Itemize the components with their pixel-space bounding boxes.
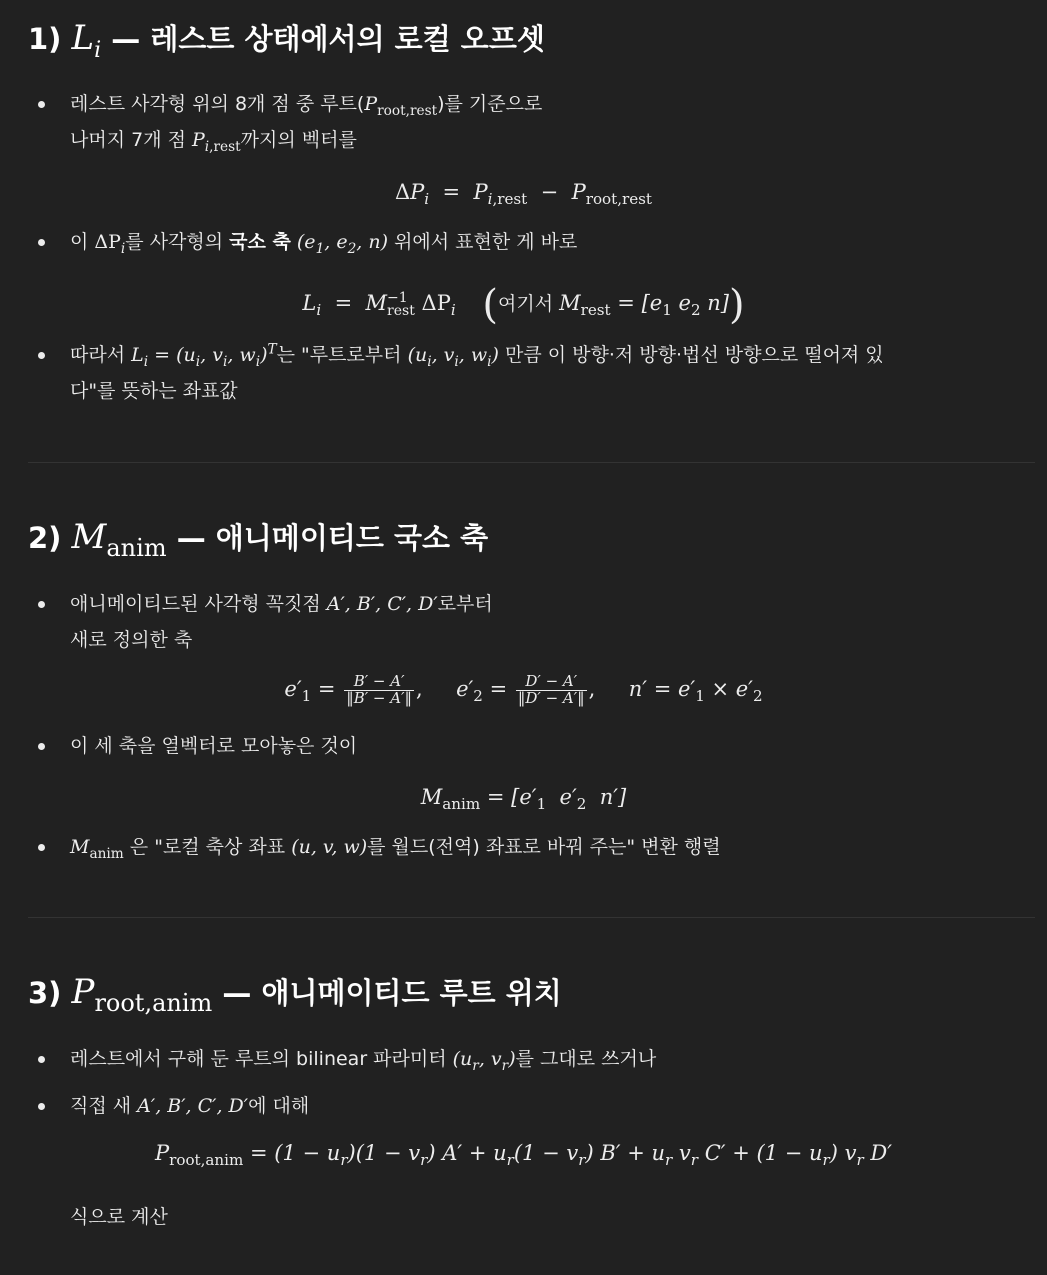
- section-number: 1): [28, 22, 62, 56]
- text: 를 그대로 쓰거나: [515, 1048, 657, 1070]
- heading-symbol: P: [71, 972, 95, 1012]
- list-item: [70, 224, 577, 260]
- text: 식으로 계산: [70, 1206, 168, 1228]
- bullet-dot: [38, 352, 45, 359]
- bullet-dot: [38, 844, 45, 851]
- math-text: ) v: [829, 1141, 857, 1165]
- math-subscript: r: [690, 1151, 699, 1170]
- bullet-dot: [38, 601, 45, 608]
- text: 여기서: [497, 293, 560, 315]
- bullet-dot: [38, 743, 45, 750]
- math-text: (e: [296, 231, 316, 253]
- math-subscript: 1: [315, 240, 325, 257]
- math-operator: =: [317, 676, 336, 701]
- list-item: [70, 829, 721, 872]
- list-item: [70, 1088, 309, 1124]
- math-subscript: i: [450, 301, 456, 320]
- fraction-e1: [344, 674, 414, 707]
- math-text: )(1 − v: [347, 1141, 421, 1165]
- fraction-e2: [516, 674, 587, 707]
- closing-text: [70, 1199, 168, 1235]
- math-text: (u: [407, 344, 428, 366]
- text: 레스트 사각형 위의 8개 점 중 루트(: [70, 93, 365, 115]
- math-subscript: i: [427, 353, 432, 370]
- math-text: = (u: [148, 344, 196, 366]
- math-text: , v: [200, 344, 223, 366]
- bullet-dot: [38, 1103, 45, 1110]
- math-subscript: r: [822, 1151, 830, 1170]
- math-text: (u, v, w): [291, 836, 368, 858]
- math-text: , v: [431, 344, 455, 366]
- section-1-heading: [28, 18, 545, 64]
- text: 다"를 뜻하는 좌표값: [70, 380, 238, 402]
- list-item-continuation: [70, 622, 192, 658]
- math-subscript: root,anim: [169, 1151, 244, 1170]
- math-subscript: i: [487, 353, 492, 370]
- math-subscript: 1: [662, 301, 672, 320]
- math-symbol: L: [302, 291, 317, 315]
- heading-symbol-sub: i: [94, 38, 102, 63]
- math-text: C′ + (1 − u: [698, 1141, 823, 1165]
- math-text: e: [671, 291, 691, 315]
- math-subscript: 2: [576, 795, 587, 814]
- equation-root-anim: [0, 1141, 1047, 1170]
- math-symbol: M: [420, 785, 443, 809]
- text: 나머지 7개 점: [70, 129, 192, 151]
- fraction-denominator: ‖D′ − A′‖: [517, 688, 585, 707]
- fraction-denominator: ‖B′ − A′‖: [346, 688, 412, 707]
- math-subscript: i: [143, 353, 149, 370]
- math-subscript: i: [487, 190, 493, 209]
- math-subscript: 2: [690, 301, 701, 320]
- math-operator: =: [489, 676, 508, 701]
- math-subscript: i: [424, 190, 430, 209]
- math-subscript: i: [316, 301, 322, 320]
- list-item: [70, 728, 357, 764]
- equation-delta-p: [0, 180, 1047, 209]
- math-symbol: M: [70, 836, 90, 858]
- text: 애니메이티드된 사각형 꼭짓점: [70, 593, 327, 615]
- math-subscript: r: [665, 1151, 673, 1170]
- heading-symbol-sub: root,anim: [94, 989, 213, 1017]
- math-text: = [e′: [486, 785, 537, 809]
- math-superscript: −1: [387, 289, 408, 306]
- math-subscript: r: [506, 1151, 514, 1170]
- math-subscript: i: [255, 353, 261, 370]
- text: 만큼 이 방향·저 방향·법선 방향으로 떨어져 있: [498, 344, 884, 366]
- math-text: ): [508, 1048, 516, 1070]
- math-subscript: 1: [695, 686, 705, 705]
- math-subscript: root,rest: [377, 102, 438, 119]
- text: 까지의 벡터를: [240, 129, 357, 151]
- math-symbol: P: [154, 1141, 170, 1165]
- text: 이 세 축을 열벡터로 모아놓은 것이: [70, 735, 358, 757]
- math-symbol: e′: [284, 676, 302, 701]
- list-item: [70, 1041, 656, 1077]
- math-subscript: r: [420, 1151, 428, 1170]
- math-text: ) B′ + u: [585, 1141, 666, 1165]
- math-subscript: i: [222, 353, 228, 370]
- math-subscript: r: [340, 1151, 348, 1170]
- text: 은 "로컬 축상 좌표: [123, 836, 292, 858]
- math-symbol: P: [473, 180, 488, 204]
- math-subscript: anim: [89, 845, 124, 862]
- math-text: ) A′ + u: [427, 1141, 507, 1165]
- math-text: ,: [416, 676, 423, 701]
- section-number: 3): [28, 976, 62, 1010]
- math-text: × e′: [704, 676, 753, 701]
- math-subscript: rest: [387, 302, 415, 319]
- math-subscript: i: [454, 353, 459, 370]
- equation-axes: [0, 674, 1047, 707]
- text: )를 기준으로: [437, 93, 543, 115]
- section-divider: [28, 917, 1035, 918]
- list-item: [70, 586, 493, 622]
- math-superscript: T: [267, 341, 277, 358]
- math-symbol: P: [571, 180, 586, 204]
- math-operator: =: [442, 180, 461, 204]
- math-symbol: P: [191, 129, 205, 151]
- math-symbol: ΔP: [94, 231, 121, 253]
- text: 위에서 표현한 게 바로: [388, 231, 578, 253]
- text: 를 사각형의: [125, 231, 230, 253]
- list-item-continuation: [70, 122, 357, 165]
- math-subscript: ,rest: [492, 190, 528, 209]
- math-subscript: 2: [347, 240, 357, 257]
- math-subscript: i: [120, 240, 126, 257]
- list-item-continuation: [70, 373, 238, 409]
- text: 직접 새: [70, 1095, 138, 1117]
- equation-local-offset: $L_i = M$ −1 rest $\Delta P_i$ (여기서 $M_{rest} = [e_1$ $e_2$ n]): [302, 282, 745, 328]
- heading-symbol-sub: anim: [106, 534, 167, 562]
- math-subscript: 1: [301, 686, 312, 705]
- math-subscript: r: [472, 1057, 479, 1074]
- math-subscript: 2: [752, 686, 763, 705]
- math-text: , w: [227, 344, 256, 366]
- section-title: — 애니메이티드 루트 위치: [222, 976, 562, 1010]
- section-title: — 애니메이티드 국소 축: [176, 521, 489, 555]
- fraction-numerator: B′ − A′: [344, 674, 414, 691]
- text: 새로 정의한 축: [70, 629, 193, 651]
- equation-m-anim: [0, 785, 1047, 814]
- math-text: (1 − v: [513, 1141, 579, 1165]
- math-text: , v: [478, 1048, 502, 1070]
- math-text: ): [491, 344, 499, 366]
- math-symbol: M: [559, 291, 581, 315]
- math-text: n′ = e′: [628, 676, 696, 701]
- fraction-numerator: D′ − A′: [516, 674, 587, 691]
- text: 를 월드(전역) 좌표로 바꿔 주는" 변환 행렬: [367, 836, 721, 858]
- math-text: ): [260, 344, 268, 366]
- section-2-heading: [28, 517, 488, 563]
- math-text: A′, B′, C′, D′: [326, 593, 438, 615]
- math-text: v: [672, 1141, 691, 1165]
- text: 따라서: [70, 344, 132, 366]
- math-symbol: e′: [456, 676, 474, 701]
- math-subscript: anim: [442, 795, 481, 814]
- math-subscript: rest: [580, 301, 611, 320]
- math-symbol: Δ: [394, 180, 411, 204]
- math-symbol: ΔP: [421, 291, 451, 315]
- text: 로부터: [437, 593, 493, 615]
- math-text: ,: [588, 676, 596, 701]
- bullet-dot: [38, 101, 45, 108]
- math-symbol: P: [410, 180, 425, 204]
- text: 레스트에서 구해 둔 루트의 bilinear 파라미터: [70, 1048, 453, 1070]
- math-subscript: ,rest: [209, 138, 241, 155]
- math-text: A′, B′, C′, D′: [137, 1095, 249, 1117]
- math-subscript: r: [856, 1151, 864, 1170]
- math-text: , w: [458, 344, 488, 366]
- math-text: D′: [863, 1141, 892, 1165]
- text: 이: [70, 231, 95, 253]
- section-divider: [28, 462, 1035, 463]
- math-text: e′: [546, 785, 577, 809]
- math-text: = [e: [617, 291, 663, 315]
- math-text: = (1 − u: [250, 1141, 341, 1165]
- math-text: , e: [324, 231, 348, 253]
- math-operator: −: [540, 180, 559, 204]
- math-symbol: P: [364, 93, 378, 115]
- math-operator: =: [334, 291, 353, 315]
- bullet-dot: [38, 239, 45, 246]
- math-text: , n): [356, 231, 389, 253]
- section-number: 2): [28, 521, 62, 555]
- heading-symbol: L: [71, 18, 95, 58]
- math-text: n]: [700, 291, 729, 315]
- math-subscript: root,rest: [585, 190, 652, 209]
- math-subscript: i: [195, 353, 201, 370]
- list-item: [70, 337, 884, 373]
- text: 는 "루트로부터: [276, 344, 408, 366]
- section-3-heading: [28, 972, 562, 1018]
- text: 에 대해: [248, 1095, 310, 1117]
- math-text: n′]: [586, 785, 627, 809]
- math-subscript: i: [204, 138, 210, 155]
- math-subscript: 1: [536, 795, 547, 814]
- math-symbol: L: [131, 344, 144, 366]
- bold-text: 국소 축: [229, 231, 291, 253]
- math-subscript: 2: [473, 686, 483, 705]
- bullet-dot: [38, 1056, 45, 1063]
- math-text: (u: [452, 1048, 473, 1070]
- section-title: — 레스트 상태에서의 로컬 오프셋: [111, 22, 545, 56]
- heading-symbol: M: [71, 517, 107, 557]
- math-subscript: r: [578, 1151, 586, 1170]
- math-subscript: r: [501, 1057, 509, 1074]
- math-symbol: M: [365, 291, 388, 315]
